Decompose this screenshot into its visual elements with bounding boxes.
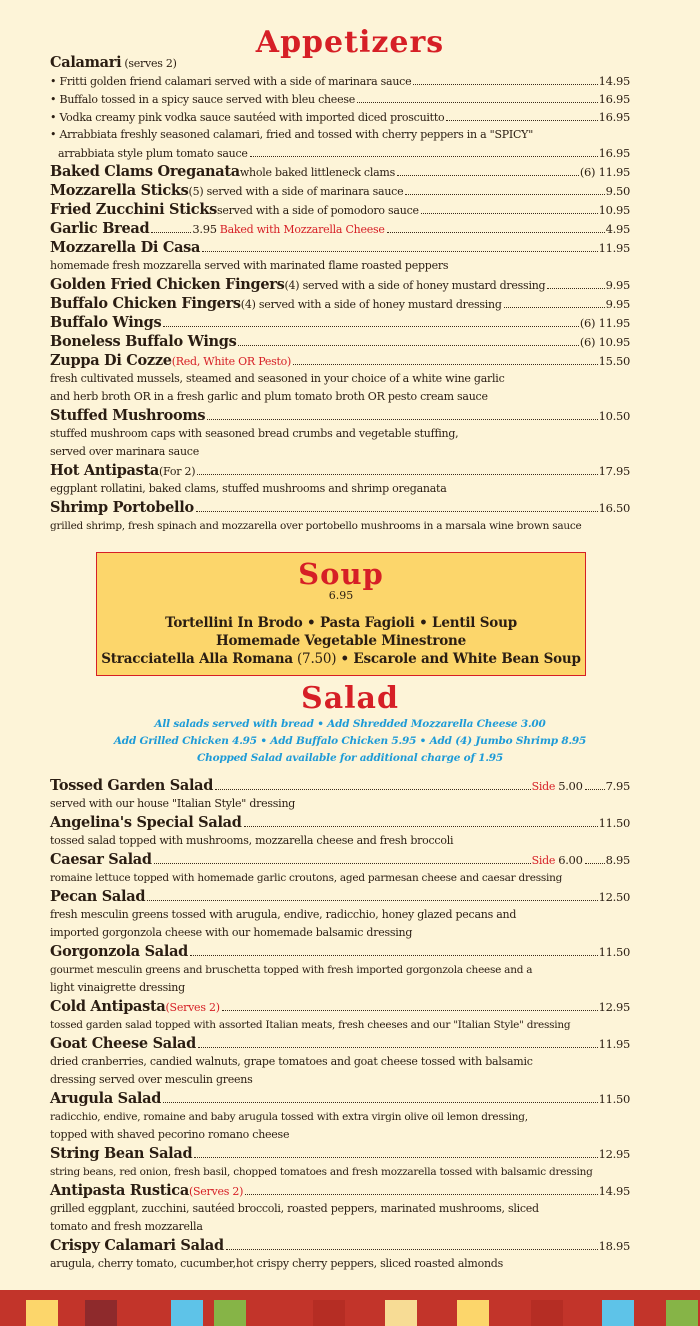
footer-square — [214, 1300, 246, 1326]
soup-line: Homemade Vegetable Minestrone — [215, 633, 467, 649]
footer-square — [602, 1300, 634, 1326]
leader-dots — [226, 1249, 598, 1250]
item-name: Fried Zucchini Sticks — [50, 201, 217, 218]
item-price: 17.95 — [598, 464, 630, 478]
item-desc: served with a side of pomodoro sauce — [216, 204, 419, 217]
item-desc: (4) served with a side of honey mustard dressing — [284, 279, 546, 292]
leader-dots — [215, 789, 530, 790]
item-price: (6) 11.95 — [579, 165, 630, 179]
zuppa-di-cozze-item — [50, 351, 630, 370]
item-name: Hot Antipasta — [50, 462, 160, 479]
item-name: Garlic Bread — [50, 220, 150, 237]
footer-square — [171, 1300, 203, 1326]
item-desc: served over marinara sauce — [50, 445, 199, 458]
footer-square — [85, 1300, 117, 1326]
item-name: Boneless Buffalo Wings — [50, 333, 237, 350]
mozzarella-di-casa-item — [50, 238, 630, 257]
caesar-salad-item — [50, 850, 630, 869]
golden-chicken-fingers-item — [50, 275, 630, 294]
item-desc: stuffed mushroom caps with seasoned bread crumbs and vegetable stuffing, — [50, 427, 459, 440]
item-desc: served with our house "Italian Style" dressing — [50, 797, 296, 810]
side-price: 6.00 — [558, 853, 583, 867]
salad-note: Chopped Salad available for additional charge of 1.95 — [197, 752, 503, 764]
item-price: 10.50 — [598, 409, 630, 423]
buffalo-wings-item — [50, 313, 630, 332]
item-desc: eggplant rollatini, baked clams, stuffed mushrooms and shrimp oreganata — [50, 482, 447, 495]
leader-dots — [194, 1157, 597, 1158]
item-price: 11.50 — [598, 1092, 630, 1106]
crispy-calamari-salad-item — [50, 1236, 630, 1255]
item-desc: (4) served with a side of honey mustard dressing — [240, 298, 502, 311]
appetizers-list — [50, 54, 630, 535]
leader-dots — [163, 326, 578, 327]
item-name: Mozzarella Sticks — [50, 182, 189, 199]
item-price: 7.95 — [605, 779, 630, 793]
item-price: 11.50 — [598, 816, 630, 830]
item-name: Caesar Salad — [50, 851, 152, 868]
string-bean-salad-item — [50, 1144, 630, 1163]
item-desc: dried cranberries, candied walnuts, grape tomatoes and goat cheese tossed with balsamic — [50, 1055, 533, 1068]
salad-list — [50, 776, 630, 1273]
leader-dots — [405, 194, 604, 195]
leader-dots — [197, 474, 597, 475]
item-price: 12.95 — [598, 1147, 630, 1161]
item-name: Crispy Calamari Salad — [50, 1237, 224, 1254]
item-price: (6) 11.95 — [579, 316, 630, 330]
item-desc: grilled eggplant, zucchini, sautéed broccoli, roasted peppers, marinated mushrooms, sliced — [50, 1202, 539, 1215]
salad-note: All salads served with bread • Add Shredded Mozzarella Cheese 3.00 — [154, 718, 546, 730]
item-name: Buffalo Chicken Fingers — [50, 295, 241, 312]
side-label: Side — [531, 854, 556, 867]
item-desc: string beans, red onion, fresh basil, chopped tomatoes and fresh mozzarella tossed with balsamic dressing — [50, 1166, 593, 1178]
garlic-bread-item — [50, 219, 630, 238]
salad-note: Add Grilled Chicken 4.95 • Add Buffalo Chicken 5.95 • Add (4) Jumbo Shrimp 8.95 — [113, 735, 587, 747]
footer-square — [531, 1300, 563, 1326]
item-desc: arugula, cherry tomato, cucumber,hot crispy cherry peppers, sliced roasted almonds — [50, 1257, 503, 1270]
boneless-buffalo-wings-item — [50, 332, 630, 351]
soup-list — [97, 614, 585, 668]
calamari-arrabbiata — [50, 144, 630, 162]
item-desc: romaine lettuce topped with homemade garlic croutons, aged parmesan cheese and caesar dressing — [50, 872, 563, 884]
mozzarella-sticks-item — [50, 181, 630, 200]
leader-dots — [245, 1194, 597, 1195]
leader-dots — [250, 156, 598, 157]
item-desc: and herb broth OR in a fresh garlic and plum tomato broth OR pesto cream sauce — [50, 390, 488, 403]
buffalo-chicken-fingers-item — [50, 294, 630, 313]
tossed-garden-salad-item — [50, 776, 630, 795]
item-price: 11.50 — [598, 945, 630, 959]
item-note: (serves 2) — [124, 57, 177, 70]
side-label: Side — [531, 780, 556, 793]
item-desc: arrabbiata style plum tomato sauce — [58, 147, 248, 160]
leader-dots — [585, 789, 605, 790]
item-price: 11.95 — [598, 1037, 630, 1051]
item-price: (6) 10.95 — [579, 335, 630, 349]
leader-dots — [357, 102, 598, 103]
item-name: Mozzarella Di Casa — [50, 239, 201, 256]
footer-band — [0, 1290, 700, 1326]
item-price: 12.95 — [598, 1000, 630, 1014]
soup-price-note: (7.50) — [292, 651, 341, 667]
item-name: Pecan Salad — [50, 888, 146, 905]
leader-dots — [202, 251, 597, 252]
item-options: (Red, White OR Pesto) — [171, 355, 292, 368]
item-desc: fresh mesculin greens tossed with arugula, endive, radicchio, honey glazed pecans and — [50, 908, 517, 921]
item-note: (For 2) — [159, 465, 196, 478]
item-name: Zuppa Di Cozze — [50, 352, 172, 369]
goat-cheese-salad-item — [50, 1034, 630, 1053]
item-price: 16.95 — [598, 146, 630, 160]
leader-dots — [147, 900, 597, 901]
item-desc: • Fritti golden friend calamari served with a side of marinara sauce — [50, 75, 412, 88]
item-desc: (5) served with a side of marinara sauce — [188, 185, 404, 198]
calamari-buffalo — [50, 90, 630, 108]
item-name: Antipasta Rustica — [50, 1182, 189, 1199]
shrimp-portobello-item — [50, 498, 630, 517]
leader-dots — [154, 863, 531, 864]
item-price: 15.50 — [598, 354, 630, 368]
item-name: Stuffed Mushrooms — [50, 407, 206, 424]
footer-square — [26, 1300, 58, 1326]
leader-dots — [293, 364, 597, 365]
soup-name: Stracciatella Alla Romana — [101, 651, 293, 667]
antipasta-rustica-item — [50, 1181, 630, 1200]
item-price: 14.95 — [598, 1184, 630, 1198]
leader-dots — [446, 120, 597, 121]
leader-dots — [238, 345, 578, 346]
fried-zucchini-item — [50, 200, 630, 219]
leader-dots — [397, 175, 579, 176]
soup-price: 6.95 — [328, 589, 354, 602]
item-price: 3.95 — [192, 222, 217, 236]
leader-dots — [207, 419, 597, 420]
footer-square — [457, 1300, 489, 1326]
footer-square — [666, 1300, 698, 1326]
item-desc: • Buffalo tossed in a spicy sauce served with bleu cheese — [50, 93, 355, 106]
item-note: (Serves 2) — [165, 1001, 220, 1014]
item-desc: whole baked littleneck clams — [239, 166, 395, 179]
leader-dots — [163, 1102, 597, 1103]
item-desc: tossed garden salad topped with assorted Italian meats, fresh cheeses and our "Italian Style" dressing — [50, 1019, 571, 1031]
cold-antipasta-item — [50, 997, 630, 1016]
soup-line — [97, 650, 585, 668]
item-name: Golden Fried Chicken Fingers — [50, 276, 285, 293]
item-name: Cold Antipasta — [50, 998, 166, 1015]
item-name: Baked Clams Oreganata — [50, 163, 240, 180]
leader-dots — [190, 955, 598, 956]
leader-dots — [196, 511, 598, 512]
item-desc: tossed salad topped with mushrooms, mozzarella cheese and fresh broccoli — [50, 834, 454, 847]
item-name: Gorgonzola Salad — [50, 943, 189, 960]
arugula-salad-item — [50, 1089, 630, 1108]
calamari-arrabbiata-desc: • Arrabbiata freshly seasoned calamari, fried and tossed with cherry peppers in a "SPICY" — [50, 128, 534, 141]
item-price: 18.95 — [598, 1239, 630, 1253]
item-price: 16.50 — [598, 501, 630, 515]
soup-name: • Escarole and White Bean Soup — [340, 651, 581, 667]
soup-line: Tortellini In Brodo • Pasta Fagioli • Lentil Soup — [165, 615, 517, 631]
item-price: 12.50 — [598, 890, 630, 904]
item-desc: tomato and fresh mozzarella — [50, 1220, 203, 1233]
item-desc: homemade fresh mozzarella served with marinated flame roasted peppers — [50, 259, 449, 272]
item-desc: topped with shaved pecorino romano cheese — [50, 1128, 290, 1141]
item-price: 4.95 — [605, 222, 630, 236]
baked-clams-item — [50, 162, 630, 181]
salad-title: Salad — [301, 681, 399, 716]
pecan-salad-item — [50, 887, 630, 906]
item-price: 11.95 — [598, 241, 630, 255]
footer-square — [313, 1300, 345, 1326]
calamari-vodka — [50, 108, 630, 126]
leader-dots — [547, 288, 604, 289]
side-price: 5.00 — [558, 779, 583, 793]
item-name: Goat Cheese Salad — [50, 1035, 196, 1052]
leader-dots — [151, 232, 191, 233]
item-price: 14.95 — [598, 74, 630, 88]
gorgonzola-salad-item — [50, 942, 630, 961]
item-name: Angelina's Special Salad — [50, 814, 242, 831]
appetizers-title: Appetizers — [255, 25, 445, 60]
item-desc: dressing served over mesculin greens — [50, 1073, 253, 1086]
item-desc: radicchio, endive, romaine and baby arugula tossed with extra virgin olive oil lemon dressing, — [50, 1111, 528, 1123]
leader-dots — [198, 1047, 598, 1048]
angelinas-special-salad-item — [50, 813, 630, 832]
leader-dots — [222, 1010, 598, 1011]
salad-notes — [0, 716, 700, 767]
soup-box — [96, 552, 586, 676]
item-price: 9.95 — [605, 278, 630, 292]
item-name: Arugula Salad — [50, 1090, 162, 1107]
item-desc: fresh cultivated mussels, steamed and seasoned in your choice of a white wine garlic — [50, 372, 505, 385]
calamari-fritti — [50, 72, 630, 90]
footer-square — [385, 1300, 417, 1326]
item-price: 8.95 — [605, 853, 630, 867]
item-desc: gourmet mesculin greens and bruschetta topped with fresh imported gorgonzola cheese and a — [50, 964, 533, 976]
leader-dots — [413, 84, 597, 85]
item-price: 9.50 — [605, 184, 630, 198]
leader-dots — [504, 307, 605, 308]
soup-title: Soup — [298, 557, 384, 591]
leader-dots — [387, 232, 605, 233]
item-name: Buffalo Wings — [50, 314, 162, 331]
item-name: Calamari — [50, 54, 122, 71]
item-desc: light vinaigrette dressing — [50, 981, 185, 994]
item-price: 16.95 — [598, 92, 630, 106]
item-extra: Baked with Mozzarella Cheese — [219, 223, 385, 236]
item-price: 16.95 — [598, 110, 630, 124]
item-desc: • Vodka creamy pink vodka sauce sautéed with imported diced proscuitto — [50, 111, 445, 124]
item-desc: imported gorgonzola cheese with our homemade balsamic dressing — [50, 926, 413, 939]
item-name: String Bean Salad — [50, 1145, 193, 1162]
item-note: (Serves 2) — [188, 1185, 244, 1198]
item-price: 9.95 — [605, 297, 630, 311]
leader-dots — [421, 213, 598, 214]
leader-dots — [585, 863, 605, 864]
stuffed-mushrooms-item — [50, 406, 630, 425]
item-name: Shrimp Portobello — [50, 499, 194, 516]
item-price: 10.95 — [598, 203, 630, 217]
item-desc: grilled shrimp, fresh spinach and mozzarella over portobello mushrooms in a marsala wine brown sauce — [50, 520, 582, 532]
calamari-heading — [50, 54, 630, 72]
item-name: Tossed Garden Salad — [50, 777, 214, 794]
leader-dots — [244, 826, 598, 827]
hot-antipasta-item — [50, 461, 630, 480]
